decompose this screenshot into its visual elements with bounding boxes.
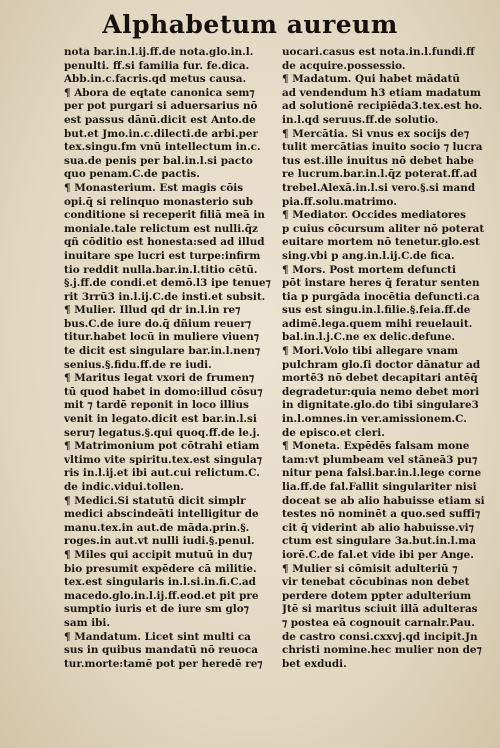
text-line: titur.habet locū in muliere viuen⁊ (64, 331, 259, 344)
text-line: ad solutionē recipiēda3.tex.est ho. (282, 100, 483, 113)
text-line: bus.C.de iure do.q̄ dñium reuer⁊ (64, 317, 252, 330)
text-line: bal.in.l.j.C.ne ex delic.defune. (282, 331, 455, 344)
text-line: uocari.casus est nota.in.l.fundi.ff (282, 46, 475, 58)
text-line: moniale.tale relictum est nulli.q̄z (64, 222, 258, 235)
text-line: ¶ Matrimonium pot cōtrahi etiam (64, 440, 260, 453)
text-line: ¶ Mandatum. Licet sint multi ca (64, 630, 251, 643)
text-line: in.l.omnes.in ver.amissionem.C. (282, 413, 467, 426)
text-line: tū quod habet in domo:illud cōsu⁊ (64, 385, 263, 398)
text-line: ¶ Moneta. Expēdēs falsam mone (282, 440, 470, 453)
text-line: Abb.in.c.facris.qd metus causa. (64, 73, 247, 86)
text-line: ⁊ postea eā cognouit carnalr.Pau. (282, 616, 475, 629)
text-line: ¶ Abora de eqtate canonica sem⁊ (64, 86, 255, 99)
text-line: ¶ Mulier. Illud qd dr in.l.in re⁊ (64, 304, 241, 317)
text-line: ¶ Mediator. Occides mediatores (282, 209, 466, 222)
text-line: re lucrum.bar.in.l.q̄z poterat.ff.ad (282, 168, 478, 181)
text-line: but.et Jmo.in.c.dilecti.de arbi.per (64, 127, 258, 140)
text-line: lia.ff.de fal.Fallit singulariter nisi (282, 481, 477, 493)
text-columns (64, 46, 490, 736)
text-line: in.l.qd seruus.ff.de solutio. (282, 113, 439, 126)
text-line: iorē.C.de fal.et vide ibi per Ange. (282, 548, 474, 561)
text-line: vir tenebat cōcubinas non debet (282, 576, 470, 589)
text-line: ¶ Mulier si cōmisit adulteriū ⁊ (282, 562, 458, 575)
text-line: ad vendendum h3 etiam madatum (282, 86, 481, 99)
text-line: tex.est singularis in.l.si.in.fi.C.ad (64, 576, 256, 589)
text-line: tulit mercātias inuito socio ⁊ lucra (282, 141, 483, 154)
text-line: sam ibi. (64, 616, 110, 629)
text-line: mit ⁊ tardē reponit in loco illius (64, 399, 249, 412)
text-line: doceat se ab alio habuisse etiam si (282, 494, 485, 507)
text-line: bio presumit expēdere cā militie. (64, 562, 257, 575)
text-line: p cuius cōcursum aliter nō poterat (282, 222, 485, 235)
text-line: sumptio iuris et de iure sm glo⁊ (64, 603, 249, 616)
text-line: §.j.ff.de condi.et demō.l3 ipe tenue⁊ (64, 277, 271, 290)
text-line: euitare mortem nō tenetur.glo.est (282, 236, 480, 249)
text-line: Jtē si maritus sciuit illā adulteras (282, 603, 478, 616)
text-line: est passus dānū.dicit est Anto.de (64, 113, 256, 126)
text-line: ¶ Miles qui accipit mutuū in du⁊ (64, 548, 253, 561)
text-line: ¶ Mori.Volo tibi allegare vnam (282, 345, 459, 358)
text-line: de acquire.possessio. (282, 59, 406, 72)
text-line: adimē.lega.quem mihi reuelauit. (282, 317, 473, 330)
text-line: opi.q̄ si relinquo monasterio sub (64, 195, 254, 208)
text-line: nota bar.in.l.ij.ff.de nota.glo.in.l. (64, 46, 254, 58)
text-line: ctum est singulare 3a.but.in.l.ma (282, 535, 476, 548)
text-line: in dignitate.glo.do tibi singulare3 (282, 399, 479, 412)
text-line: manu.tex.in aut.de māda.prin.§. (64, 521, 250, 534)
text-line: pia.ff.solu.matrimo. (282, 195, 397, 208)
text-line: christi nomine.hec mulier non de⁊ (282, 644, 482, 657)
text-line: trebel.Alexā.in.l.si vero.§.si mand (282, 181, 476, 194)
text-line: ¶ Madatum. Qui habet mādatū (282, 73, 460, 86)
text-line: penulti. ff.si familia fur. fe.dica. (64, 59, 250, 72)
text-line: per pot purgari si aduersarius nō (64, 100, 258, 113)
text-line: de indic.vidui.tollen. (64, 481, 184, 493)
text-line: macedo.glo.in.l.ij.ff.eod.et pit pre (64, 589, 259, 602)
text-line: tus est.ille inuitus nō debet habe (282, 154, 475, 167)
text-line: venit in legato.dicit est bar.in.l.si (64, 413, 257, 426)
text-line: ¶ Maritus legat vxori de frumen⁊ (64, 372, 255, 385)
right-column (282, 46, 490, 671)
text-line: tur.morte:tamē pot per heredē re⁊ (64, 657, 263, 670)
text-line: medici abscindeāti intelligitur de (64, 508, 259, 521)
text-line: sua.de penis per bal.in.l.si pacto (64, 154, 253, 167)
text-line: sus in quibus mandatū nō reuoca (64, 644, 259, 657)
text-line: pōt instare heres q̄ feratur senten (282, 277, 480, 290)
left-column (64, 46, 272, 671)
text-line: sing.vbi p ang.in.l.ij.C.de fica. (282, 249, 455, 262)
text-line: senius.§.fidu.ff.de re iudi. (64, 358, 212, 371)
text-line: ¶ Mors. Post mortem defuncti (282, 263, 456, 276)
text-line: mortē3 nō debet decapitari antēq̄ (282, 372, 478, 385)
text-line: ris in.l.ij.et ibi aut.cui relictum.C. (64, 467, 260, 480)
text-line: quo penam.C.de pactis. (64, 168, 200, 181)
text-line: bet exdudi. (282, 657, 347, 670)
text-line: perdere dotem ppter adulterium (282, 589, 472, 602)
text-line: degradetur:quia nemo debet mori (282, 385, 480, 398)
text-line: de castro consi.cxxvj.qd incipit.Jn (282, 630, 478, 643)
text-line: te dicit est singulare bar.in.l.nen⁊ (64, 345, 261, 358)
text-line: ¶ Monasterium. Est magis cōis (64, 181, 244, 194)
text-line: qñ cōditio est honesta:sed ad illud (64, 236, 265, 249)
text-line: de episco.et cleri. (282, 426, 385, 439)
text-line: tio reddit nulla.bar.in.l.titio cētū. (64, 263, 258, 276)
text-line: sus est singu.in.l.filie.§.feia.ff.de (282, 304, 471, 317)
text-line: inuitare spe lucri est turpe:infirm (64, 249, 261, 262)
text-line: cit q̄ viderint ab alio habuisse.vi⁊ (282, 521, 474, 534)
text-line: tia p purgāda inocētia defuncti.ca (282, 290, 480, 303)
running-head: Alphabetum aureum (102, 10, 398, 39)
text-line: seru⁊ legatus.§.qui quoq.ff.de le.j. (64, 426, 260, 439)
text-line: pulchram glo.ſi doctor dānatur ad (282, 358, 481, 371)
text-line: nitur pena falsi.bar.in.l.lege corne (282, 467, 482, 480)
text-line: ¶ Mercātia. Si vnus ex socijs de⁊ (282, 127, 470, 140)
text-line: tex.singu.fm vnū intellectum in.c. (64, 141, 261, 154)
text-line: ¶ Medici.Si statutū dicit simplr (64, 494, 246, 507)
text-line: vltimo vite spiritu.tex.est singula⁊ (64, 453, 262, 466)
text-line: testes nō nominēt a quo.sed suffi⁊ (282, 508, 481, 521)
text-line: roges.in aut.vt nulli iudi.§.penul. (64, 535, 255, 548)
text-line: conditione si receperit filiā meā in (64, 209, 265, 222)
text-line: rit 3rrū3 in.l.ij.C.de insti.et subsit. (64, 290, 266, 303)
text-line: tam:vt plumbeam vel stāneā3 pu⁊ (282, 453, 478, 466)
